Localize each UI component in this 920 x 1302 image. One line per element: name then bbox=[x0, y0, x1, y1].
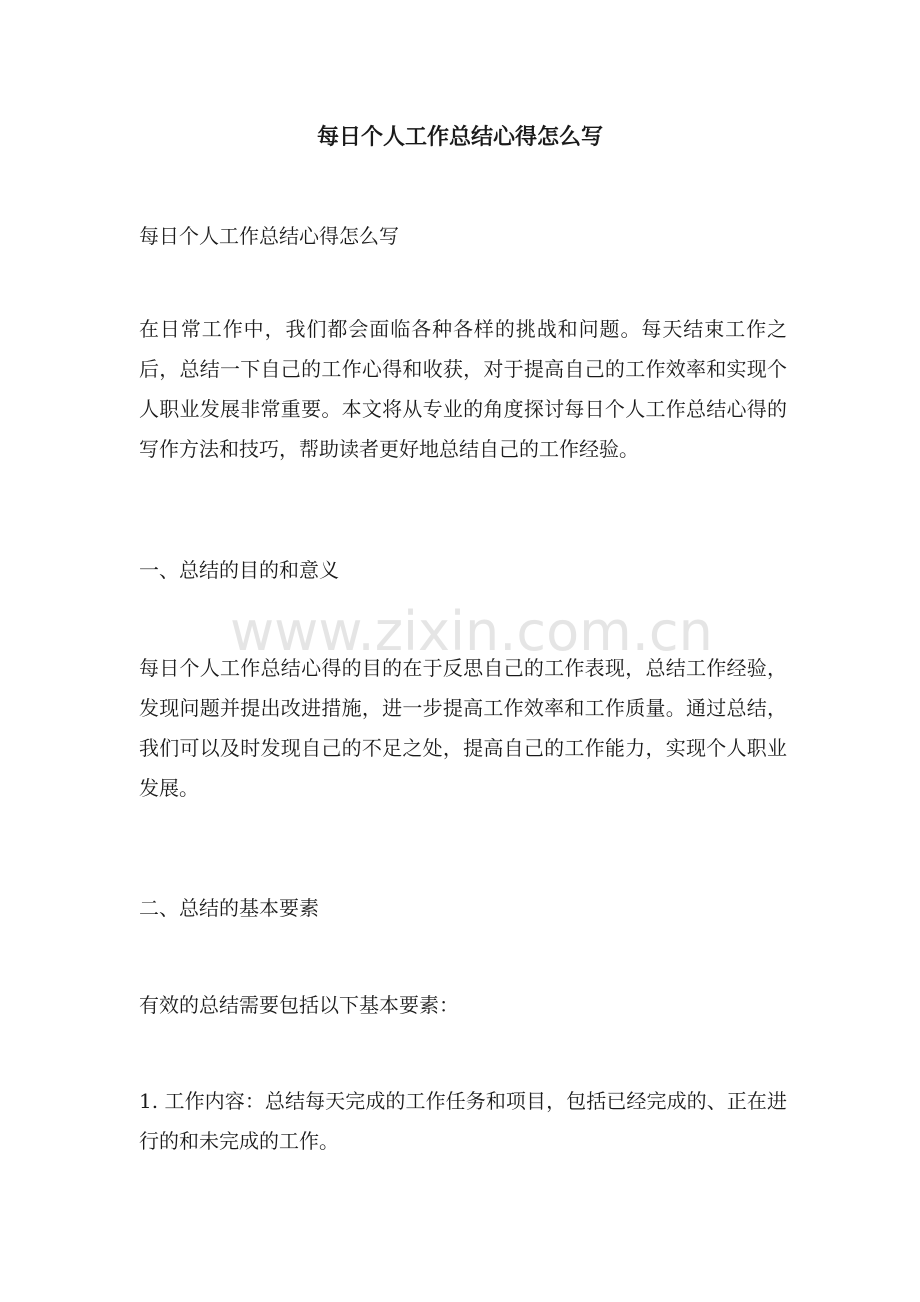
section-1-heading: 一、总结的目的和意义 bbox=[139, 558, 339, 582]
document-subtitle: 每日个人工作总结心得怎么写 bbox=[139, 224, 399, 248]
section-2-heading: 二、总结的基本要素 bbox=[139, 896, 319, 920]
list-item-1: 1. 工作内容：总结每天完成的工作任务和项目，包括已经完成的、正在进行的和未完成的工作。 bbox=[139, 1089, 787, 1153]
document-title: 每日个人工作总结心得怎么写 bbox=[316, 124, 603, 150]
intro-paragraph: 在日常工作中，我们都会面临各种各样的挑战和问题。每天结束工作之后，总结一下自己的工作心得和收获，对于提高自己的工作效率和实现个人职业发展非常重要。本文将从专业的角度探讨每日个人工作总结心得的写作方法和技巧，帮助读者更好地总结自己的工作经验。 bbox=[139, 317, 787, 461]
section-1-paragraph: 每日个人工作总结心得的目的在于反思自己的工作表现，总结工作经验，发现问题并提出改进措施，进一步提高工作效率和工作质量。通过总结，我们可以及时发现自己的不足之处，提高自己的工作能力，实现个人职业发展。 bbox=[139, 656, 787, 800]
section-2-intro: 有效的总结需要包括以下基本要素： bbox=[139, 993, 459, 1017]
watermark-text: www.zixin.com.cn bbox=[230, 600, 713, 663]
